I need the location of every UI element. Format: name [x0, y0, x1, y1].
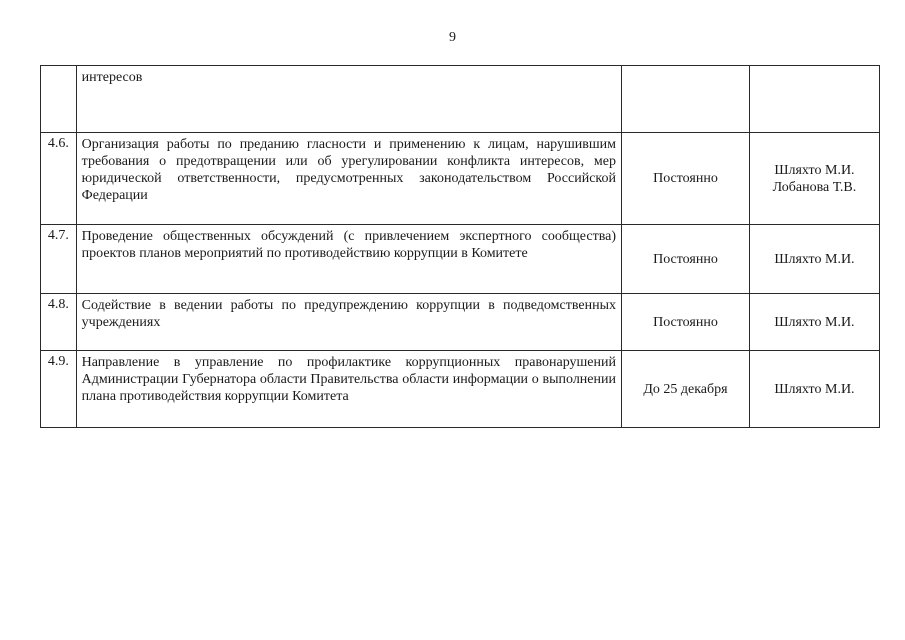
- table-row: [41, 66, 880, 133]
- item-term: Постоянно: [622, 225, 750, 294]
- table-row: [41, 294, 880, 351]
- item-description: интересов: [76, 66, 621, 133]
- responsible-person: Шляхто М.И.: [774, 162, 855, 178]
- item-responsible: [749, 225, 879, 294]
- item-description: Организация работы по преданию гласности и применению к лицам, нарушившим требования о предотвращении или об урегулировании конфликта интересов, мер юридической ответственности, предусмотренных законодательством Российской Федерации: [76, 133, 621, 225]
- item-number: 4.6.: [41, 133, 77, 225]
- item-term: Постоянно: [622, 133, 750, 225]
- responsible-person: Шляхто М.И.: [774, 314, 855, 330]
- page-number: 9: [449, 30, 456, 45]
- item-number: 4.9.: [41, 351, 77, 428]
- item-number: 4.8.: [41, 294, 77, 351]
- responsible-person: Шляхто М.И.: [774, 251, 855, 267]
- item-responsible: [749, 66, 879, 133]
- item-description: Содействие в ведении работы по предупреждению коррупции в подведомственных учреждениях: [76, 294, 621, 351]
- item-number: [41, 66, 77, 133]
- table-row: [41, 133, 880, 225]
- item-term: Постоянно: [622, 294, 750, 351]
- item-description: Проведение общественных обсуждений (с привлечением экспертного сообщества) проектов планов мероприятий по противодействию коррупции в Комитете: [76, 225, 621, 294]
- table-row: [41, 225, 880, 294]
- responsible-person: Шляхто М.И.: [774, 381, 855, 397]
- item-term: [622, 66, 750, 133]
- table-row: [41, 351, 880, 428]
- item-responsible: [749, 294, 879, 351]
- item-responsible: [749, 133, 879, 225]
- measures-table: [40, 65, 880, 428]
- responsible-person: Лобанова Т.В.: [772, 179, 857, 195]
- item-number: 4.7.: [41, 225, 77, 294]
- item-responsible: [749, 351, 879, 428]
- item-description: Направление в управление по профилактике коррупционных правонарушений Администрации Губернатора области Правительства области информации о выполнении плана противодействия коррупции Комитета: [76, 351, 621, 428]
- item-term: До 25 декабря: [622, 351, 750, 428]
